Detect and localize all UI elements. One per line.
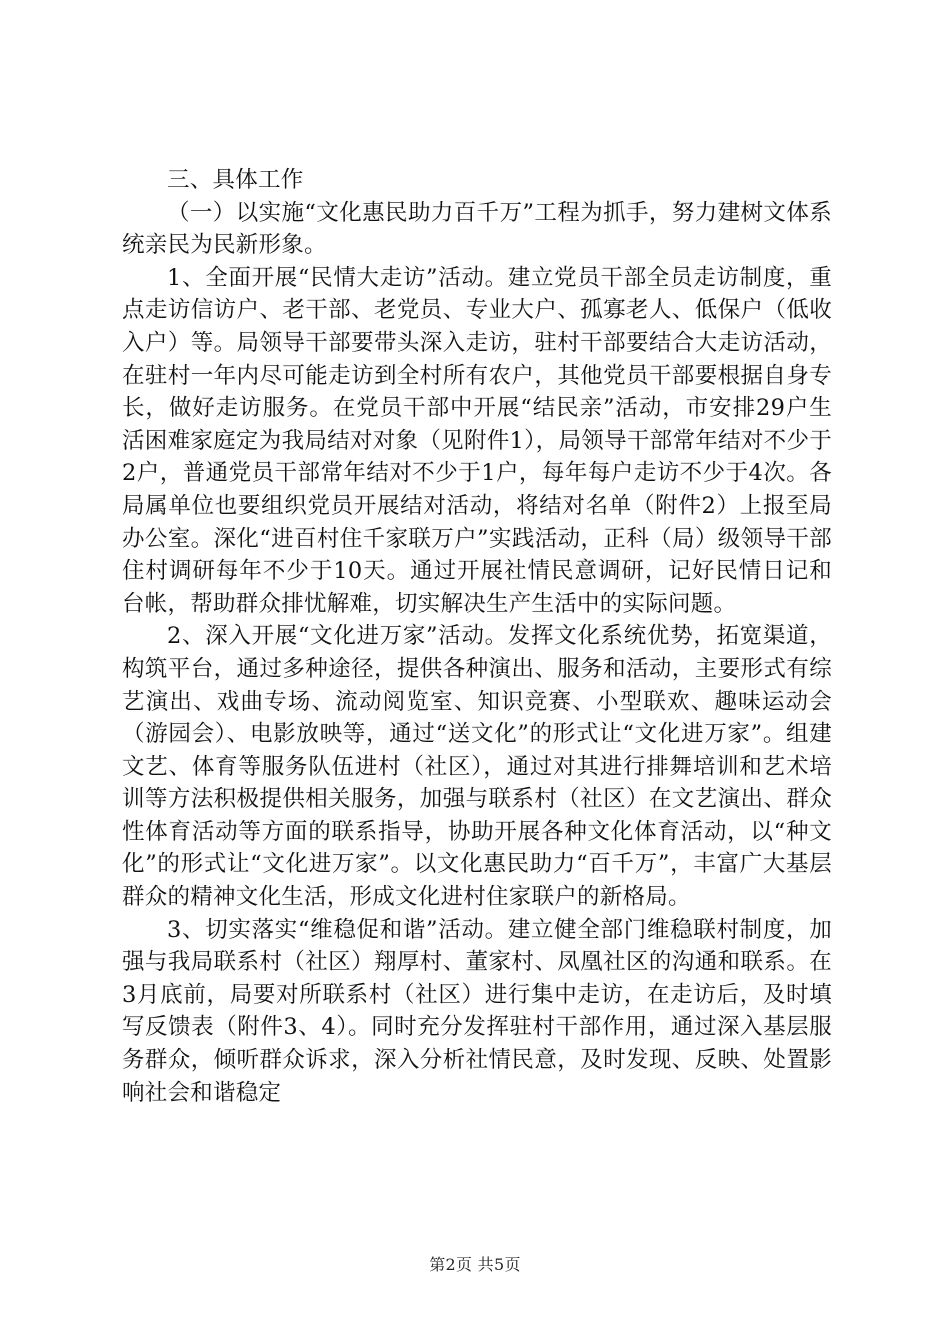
paragraph-3: 3、切实落实“维稳促和谐”活动。建立健全部门维稳联村制度，加强与我局联系村（社区）翔厚村、董家村、凤凰社区的沟通和联系。在3月底前，局要对所联系村（社区）进行集中走访，在走访后，及时填写反馈表（附件3、4）。同时充分发挥驻村干部作用，通过深入基层服务群众，倾听群众诉求，深入分析社情民意，及时发现、反映、处置影响社会和谐稳定	[122, 916, 832, 1106]
paragraph-1: 1、全面开展“民情大走访”活动。建立党员干部全员走访制度，重点走访信访户、老干部、老党员、专业大户、孤寡老人、低保户（低收入户）等。局领导干部要带头深入走访，驻村干部要结合大走访活动，在驻村一年内尽可能走访到全村所有农户，其他党员干部要根据自身专长，做好走访服务。在党员干部中开展“结民亲”活动，市安排29户生活困难家庭定为我局结对对象（见附件1），局领导干部常年结对不少于2户，普通党员干部常年结对不少于1户，每年每户走访不少于4次。各局属单位也要组织党员开展结对活动，将结对名单（附件2）上报至局办公室。深化“进百村住千家联万户”实践活动，正科（局）级领导干部住村调研每年不少于10天。通过开展社情民意调研，记好民情日记和台帐，帮助群众排忧解难，切实解决生产生活中的实际问题。	[122, 264, 832, 617]
document-body	[122, 164, 832, 1109]
section-heading: 三、具体工作	[167, 167, 304, 193]
paragraph-2: 2、深入开展“文化进万家”活动。发挥文化系统优势，拓宽渠道，构筑平台，通过多种途径，提供各种演出、服务和活动，主要形式有综艺演出、戏曲专场、流动阅览室、知识竞赛、小型联欢、趣味运动会（游园会）、电影放映等，通过“送文化”的形式让“文化进万家”。组建文艺、体育等服务队伍进村（社区），通过对其进行排舞培训和艺术培训等方法积极提供相关服务，加强与联系村（社区）在文艺演出、群众性体育活动等方面的联系指导，协助开展各种文化体育活动，以“种文化”的形式让“文化进万家”。以文化惠民助力“百千万”，丰富广大基层群众的精神文化生活，形成文化进村住家联户的新格局。	[122, 623, 832, 911]
subsection-heading: （一）以实施“文化惠民助力百千万”工程为抓手，努力建树文体系统亲民为民新形象。	[122, 199, 832, 259]
page-number-footer: 第2页 共5页	[429, 1255, 521, 1274]
